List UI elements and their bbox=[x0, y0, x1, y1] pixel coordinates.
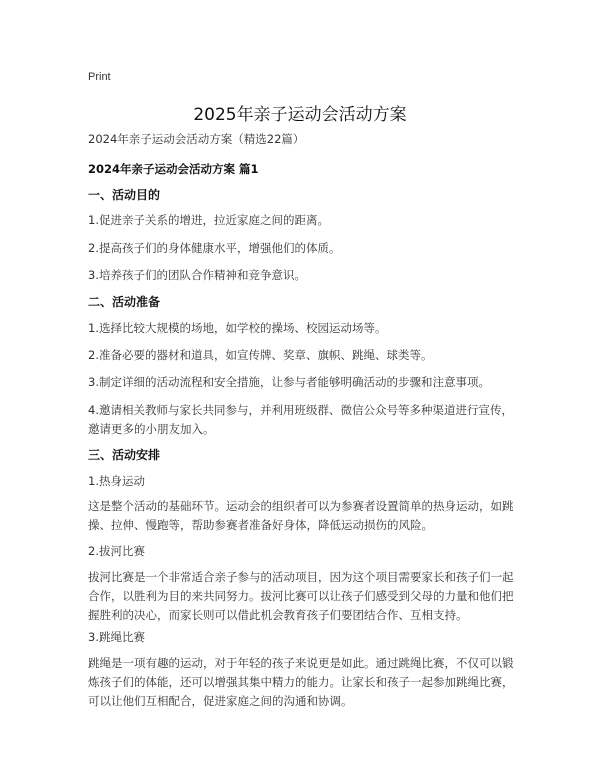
paragraph: 2.拔河比赛 bbox=[88, 544, 145, 558]
paragraph: 拔河比赛是一个非常适合亲子参与的活动项目，因为这个项目需要家长和孩子们一起合作，以胜利为目的来共同努力。拔河比赛可以让孩子们感受到父母的力量和他们把握胜利的决心，而家长则可以借此机会教育孩子们要团结合作、互相支持。 bbox=[88, 570, 514, 622]
paragraph: 1.选择比较大规模的场地，如学校的操场、校园运动场等。 bbox=[88, 321, 387, 335]
page-title: 2025年亲子运动会活动方案 bbox=[193, 105, 407, 125]
section-heading: 一、活动目的 bbox=[88, 188, 161, 202]
paragraph: 1.热身运动 bbox=[88, 474, 145, 488]
document-subtitle: 2024年亲子运动会活动方案（精选22篇） bbox=[88, 132, 305, 146]
paragraph: 3.跳绳比赛 bbox=[88, 630, 145, 644]
article-heading: 2024年亲子运动会活动方案 篇1 bbox=[88, 162, 259, 176]
paragraph: 跳绳是一项有趣的运动，对于年轻的孩子来说更是如此。通过跳绳比赛，不仅可以锻炼孩子们的体能，还可以增强其集中精力的能力。让家长和孩子一起参加跳绳比赛，可以让他们互相配合，促进家庭之间的沟通和协调。 bbox=[88, 656, 514, 708]
print-link[interactable]: Print bbox=[88, 71, 111, 83]
paragraph: 3.培养孩子们的团队合作精神和竞争意识。 bbox=[88, 268, 306, 282]
section-heading: 三、活动安排 bbox=[88, 448, 161, 462]
section-heading: 二、活动准备 bbox=[88, 295, 161, 309]
paragraph: 这是整个活动的基础环节。运动会的组织者可以为参赛者设置简单的热身运动，如跳操、拉伸、慢跑等，帮助参赛者准备好身体，降低运动损伤的风险。 bbox=[88, 499, 514, 532]
paragraph: 3.制定详细的活动流程和安全措施，让参与者能够明确活动的步骤和注意事项。 bbox=[88, 375, 490, 389]
paragraph: 1.促进亲子关系的增进，拉近家庭之间的距离。 bbox=[88, 213, 329, 227]
paragraph: 4.邀请相关教师与家长共同参与，并利用班级群、微信公众号等多种渠道进行宣传，邀请更多的小朋友加入。 bbox=[88, 403, 513, 436]
paragraph: 2.准备必要的器材和道具，如宣传牌、奖章、旗帜、跳绳、球类等。 bbox=[88, 348, 433, 362]
paragraph: 2.提高孩子们的身体健康水平，增强他们的体质。 bbox=[88, 241, 341, 255]
